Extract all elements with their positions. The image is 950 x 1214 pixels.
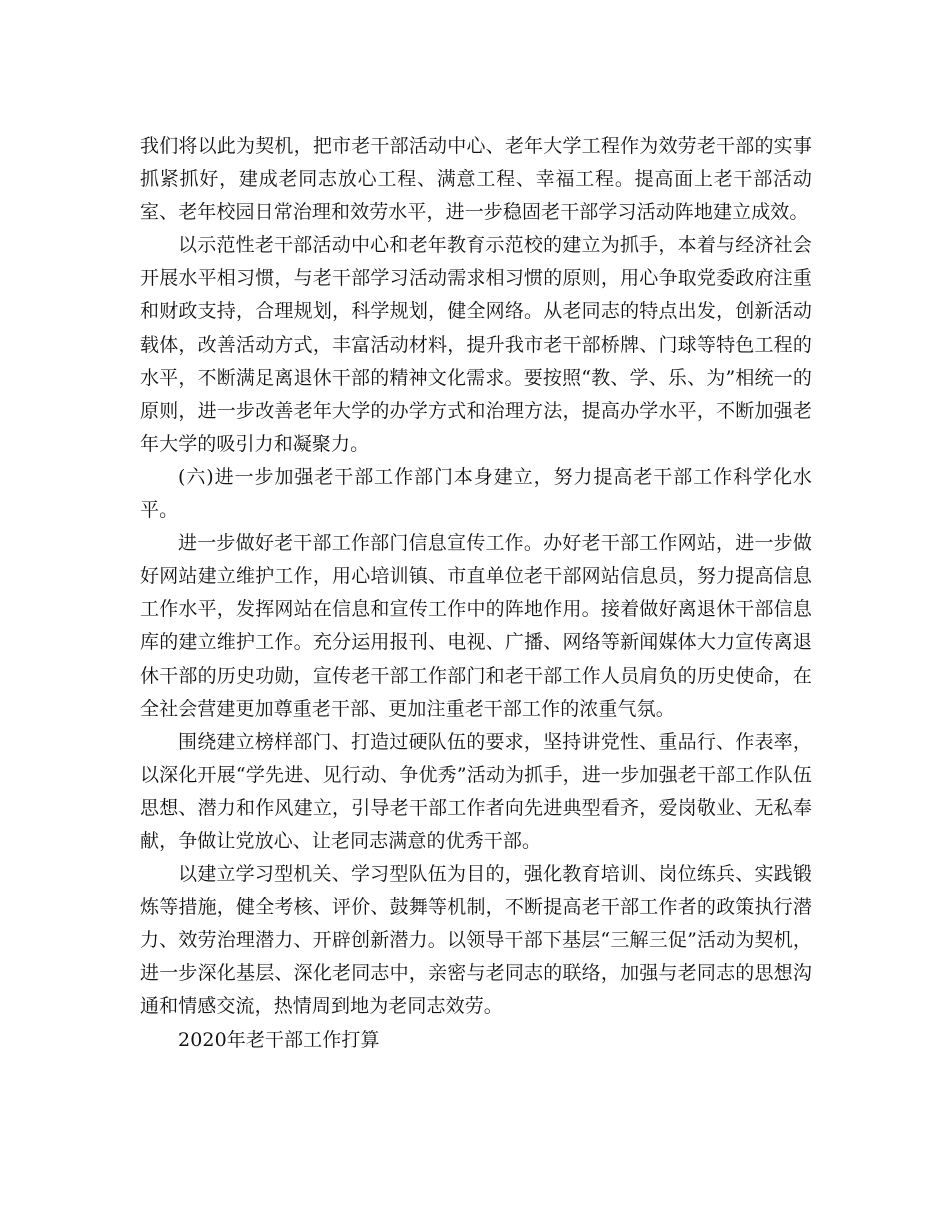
document-body: [140, 130, 812, 1057]
paragraph-5: 围绕建立榜样部门、打造过硬队伍的要求，坚持讲党性、重品行、作表率，以深化开展“学先进、见行动、争优秀”活动为抓手，进一步加强老干部工作队伍思想、潜力和作风建立，引导老干部工作者向先进典型看齐，爱岗敬业、无私奉献，争做让党放心、让老同志满意的优秀干部。: [140, 730, 812, 852]
paragraph-7: 2020年老干部工作打算: [178, 1028, 380, 1051]
paragraph-1: 我们将以此为契机，把市老干部活动中心、老年大学工程作为效劳老干部的实事抓紧抓好，建成老同志放心工程、满意工程、幸福工程。提高面上老干部活动室、老年校园日常治理和效劳水平，进一步稳固老干部学习活动阵地建立成效。: [140, 135, 812, 224]
paragraph-2: 以示范性老干部活动中心和老年教育示范校的建立为抓手，本着与经济社会开展水平相习惯，与老干部学习活动需求相习惯的原则，用心争取党委政府注重和财政支持，合理规划，科学规划，健全网络。从老同志的特点出发，创新活动载体，改善活动方式，丰富活动材料，提升我市老干部桥牌、门球等特色工程的水平，不断满足离退休干部的精神文化需求。要按照“教、学、乐、为”相统一的原则，进一步改善老年大学的办学方式和治理方法，提高办学水平，不断加强老年大学的吸引力和凝聚力。: [140, 234, 812, 455]
paragraph-6: 以建立学习型机关、学习型队伍为目的，强化教育培训、岗位练兵、实践锻炼等措施，健全考核、评价、鼓舞等机制，不断提高老干部工作者的政策执行潜力、效劳治理潜力、开辟创新潜力。以领导干部下基层“三解三促”活动为契机，进一步深化基层、深化老同志中，亲密与老同志的联络，加强与老同志的思想沟通和情感交流，热情周到地为老同志效劳。: [140, 863, 812, 1018]
paragraph-4: 进一步做好老干部工作部门信息宣传工作。办好老干部工作网站，进一步做好网站建立维护工作，用心培训镇、市直单位老干部网站信息员，努力提高信息工作水平，发挥网站在信息和宣传工作中的阵地作用。接着做好离退休干部信息库的建立维护工作。充分运用报刊、电视、广播、网络等新闻媒体大力宣传离退休干部的历史功勋，宣传老干部工作部门和老干部工作人员肩负的历史使命，在全社会营建更加尊重老干部、更加注重老干部工作的浓重气氛。: [140, 532, 812, 720]
paragraph-3: (六)进一步加强老干部工作部门本身建立，努力提高老干部工作科学化水平。: [140, 465, 812, 522]
